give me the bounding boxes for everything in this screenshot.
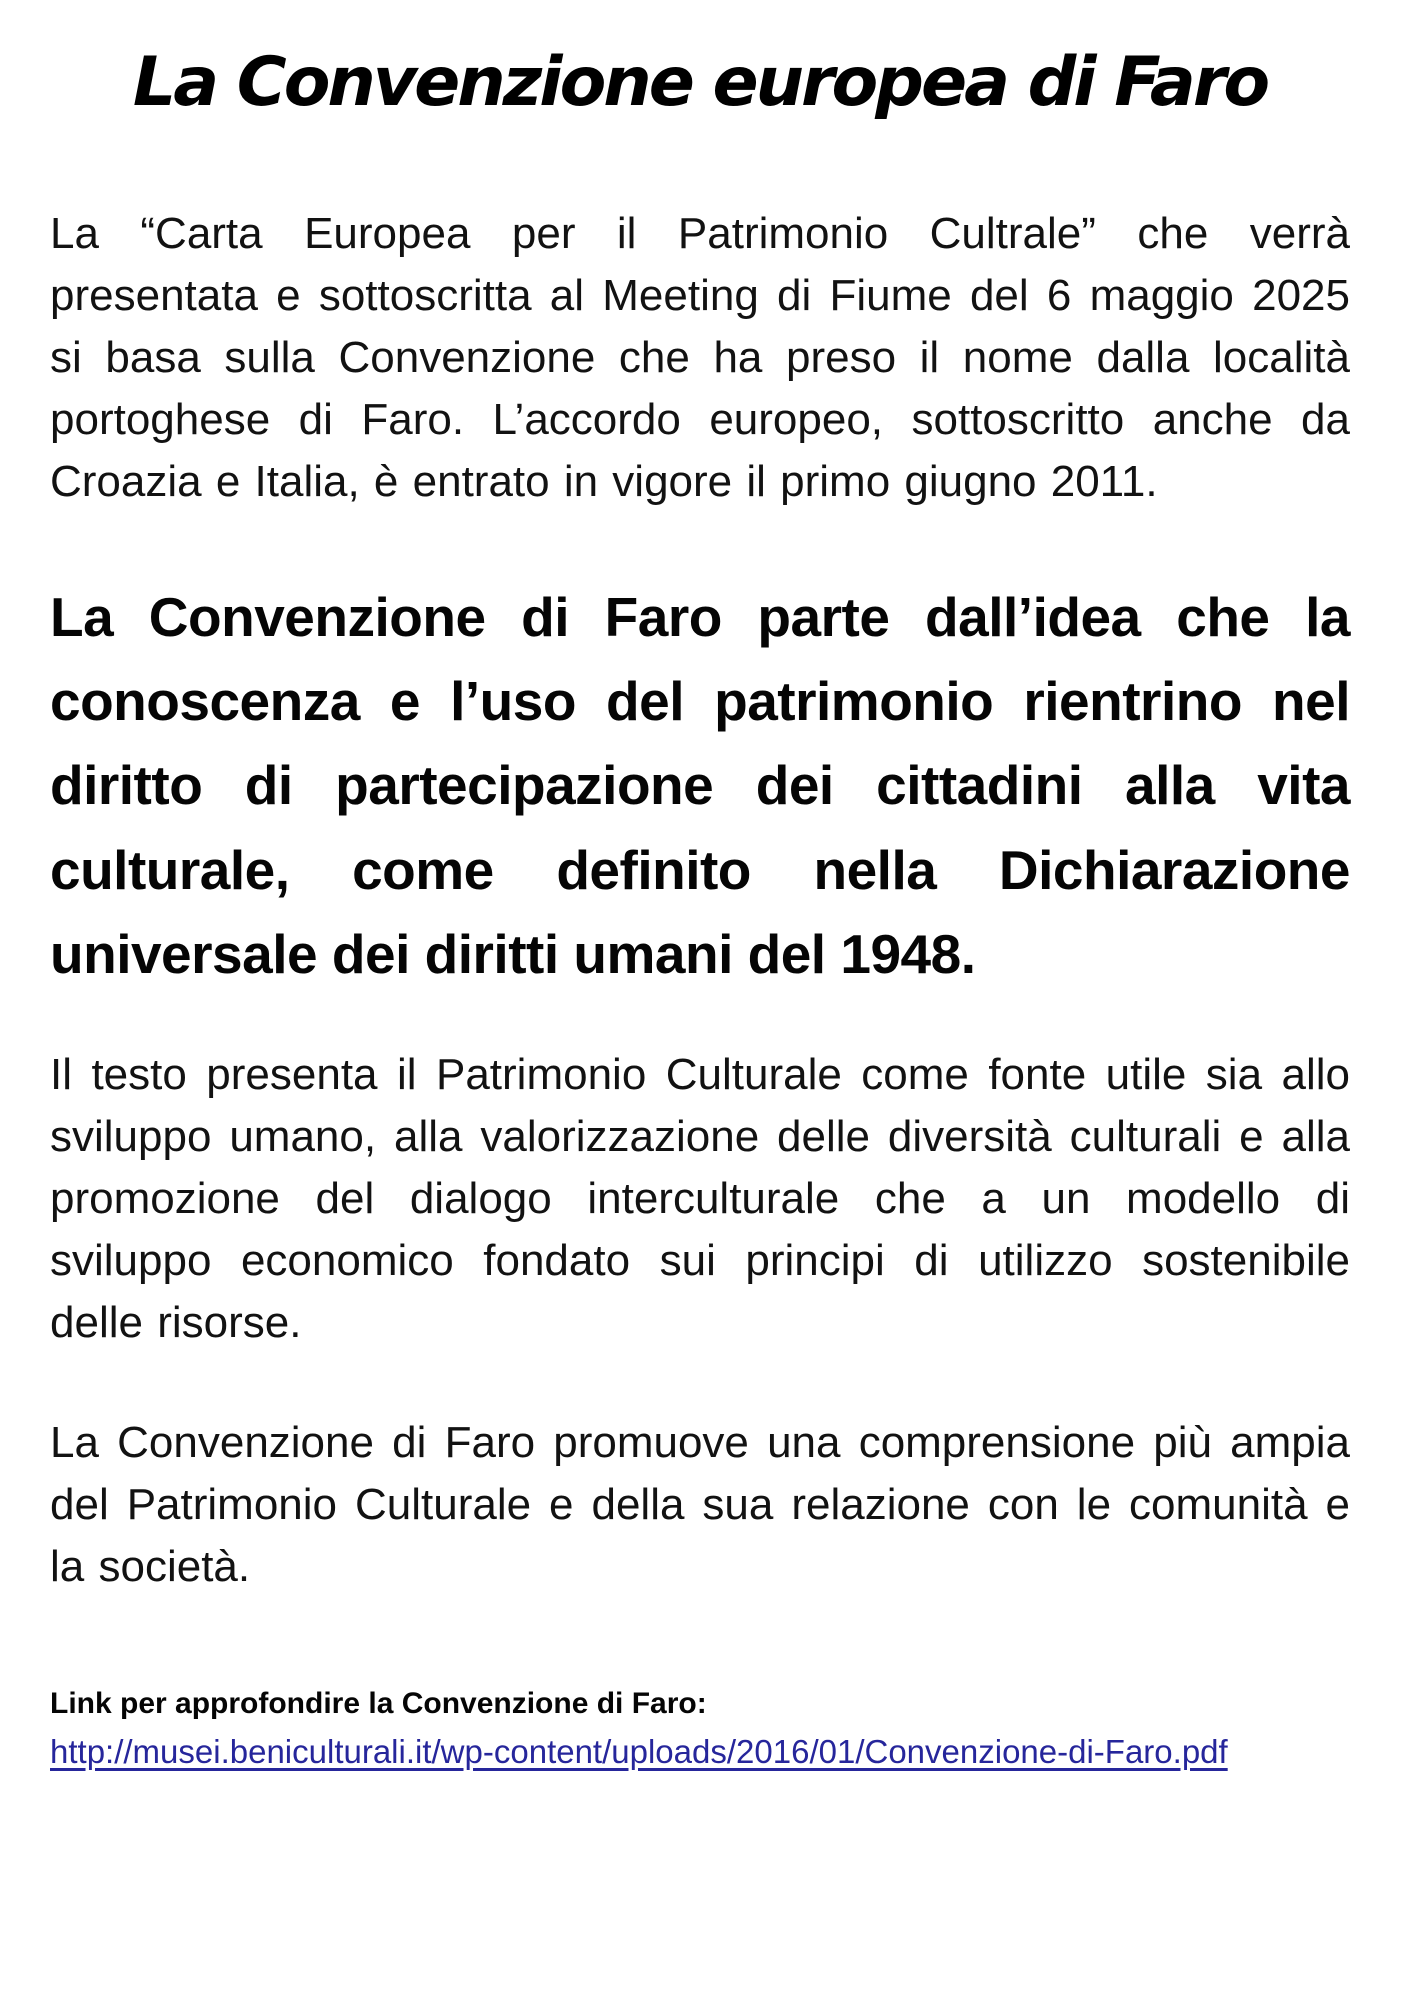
- lead-paragraph: La Convenzione di Faro parte dall’idea che la conoscenza e l’uso del patrimonio rientrino nel diritto di partecipazione dei cittadini alla vita culturale, come definito nella Dichiarazione universale dei diritti umani del 1948.: [50, 586, 1350, 985]
- faro-convention-link[interactable]: http://musei.beniculturali.it/wp-content/uploads/2016/01/Convenzione-di-Faro.pdf: [50, 1732, 1228, 1770]
- intro-paragraph: La “Carta Europea per il Patrimonio Cultrale” che verrà presentata e sottoscritta al Meeting di Fiume del 6 maggio 2025 si basa sulla Convenzione che ha preso il nome dalla località portoghese di Faro. L’accordo europeo, sottoscritto anche da Croazia e Italia, è entrato in vigore il primo giugno 2011.: [50, 209, 1350, 507]
- link-label: Link per approfondire la Convenzione di Faro:: [50, 1687, 707, 1721]
- page-title: La Convenzione europea di Faro: [132, 43, 1268, 122]
- footer: [50, 1684, 1350, 1773]
- body-paragraph-2: La Convenzione di Faro promuove una comprensione più ampia del Patrimonio Culturale e della sua relazione con le comunità e la società.: [50, 1418, 1350, 1592]
- body-paragraph-1: Il testo presenta il Patrimonio Culturale come fonte utile sia allo sviluppo umano, alla valorizzazione delle diversità culturali e alla promozione del dialogo interculturale che a un modello di sviluppo economico fondato sui principi di utilizzo sostenibile delle risorse.: [50, 1049, 1350, 1347]
